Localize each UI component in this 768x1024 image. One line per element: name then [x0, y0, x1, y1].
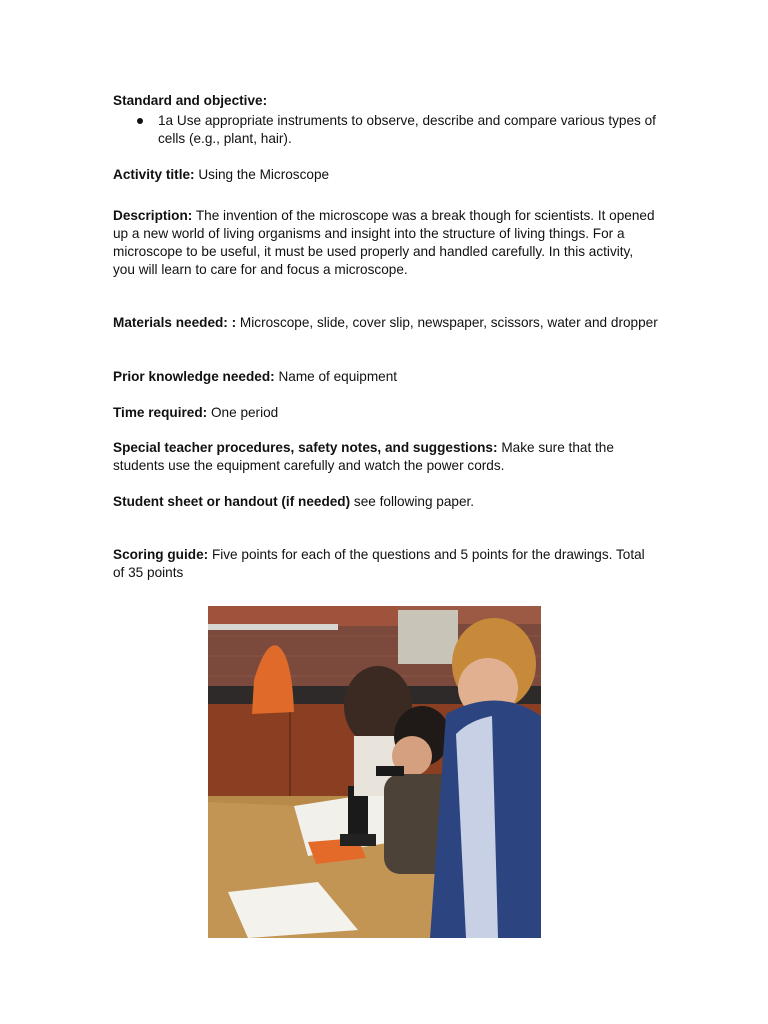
activity-title-label: Activity title: — [113, 167, 195, 182]
special-procedures-section — [113, 439, 658, 475]
prior-knowledge-value: Name of equipment — [278, 369, 398, 384]
materials-value: Microscope, slide, cover slip, newspaper, scissors, water and dropper — [239, 315, 658, 330]
standard-bullet-item — [113, 112, 658, 148]
standard-bullet-text: 1a Use appropriate instruments to observe, describe and compare various types of cells (e.g., plant, hair). — [158, 113, 656, 146]
materials-section — [113, 314, 658, 332]
student-sheet-label: Student sheet or handout (if needed) — [113, 494, 351, 509]
student-sheet-value: see following paper. — [353, 494, 475, 509]
description-value: The invention of the microscope was a break though for scientists. It opened up a new world of living organisms and insight into the structure of living things. For a microscope to be useful, it must be used properly and handled carefully. In this activity, you will learn to care for and focus a microscope. — [113, 208, 655, 277]
standard-section — [113, 92, 658, 110]
description-section — [113, 207, 658, 279]
prior-knowledge-label: Prior knowledge needed: — [113, 369, 275, 384]
scoring-guide-section — [113, 546, 658, 582]
time-required-value: One period — [210, 405, 279, 420]
student-sheet-section — [113, 493, 658, 511]
scoring-guide-value: Five points for each of the questions and 5 points for the drawings. Total of 35 points — [113, 547, 645, 580]
time-required-label: Time required: — [113, 405, 208, 420]
activity-title-value: Using the Microscope — [198, 167, 330, 182]
time-required-section — [113, 404, 658, 422]
special-procedures-value: Make sure that the students use the equipment carefully and watch the power cords. — [113, 440, 614, 473]
prior-knowledge-section — [113, 368, 658, 386]
scoring-guide-label: Scoring guide: — [113, 547, 209, 562]
students-microscope-photo — [208, 606, 541, 938]
description-label: Description: — [113, 208, 193, 223]
standard-label: Standard and objective: — [113, 93, 268, 108]
bullet-icon — [137, 118, 143, 124]
special-procedures-label: Special teacher procedures, safety notes, and suggestions: — [113, 440, 498, 455]
activity-title-section — [113, 166, 658, 184]
materials-label: Materials needed: : — [113, 315, 237, 330]
